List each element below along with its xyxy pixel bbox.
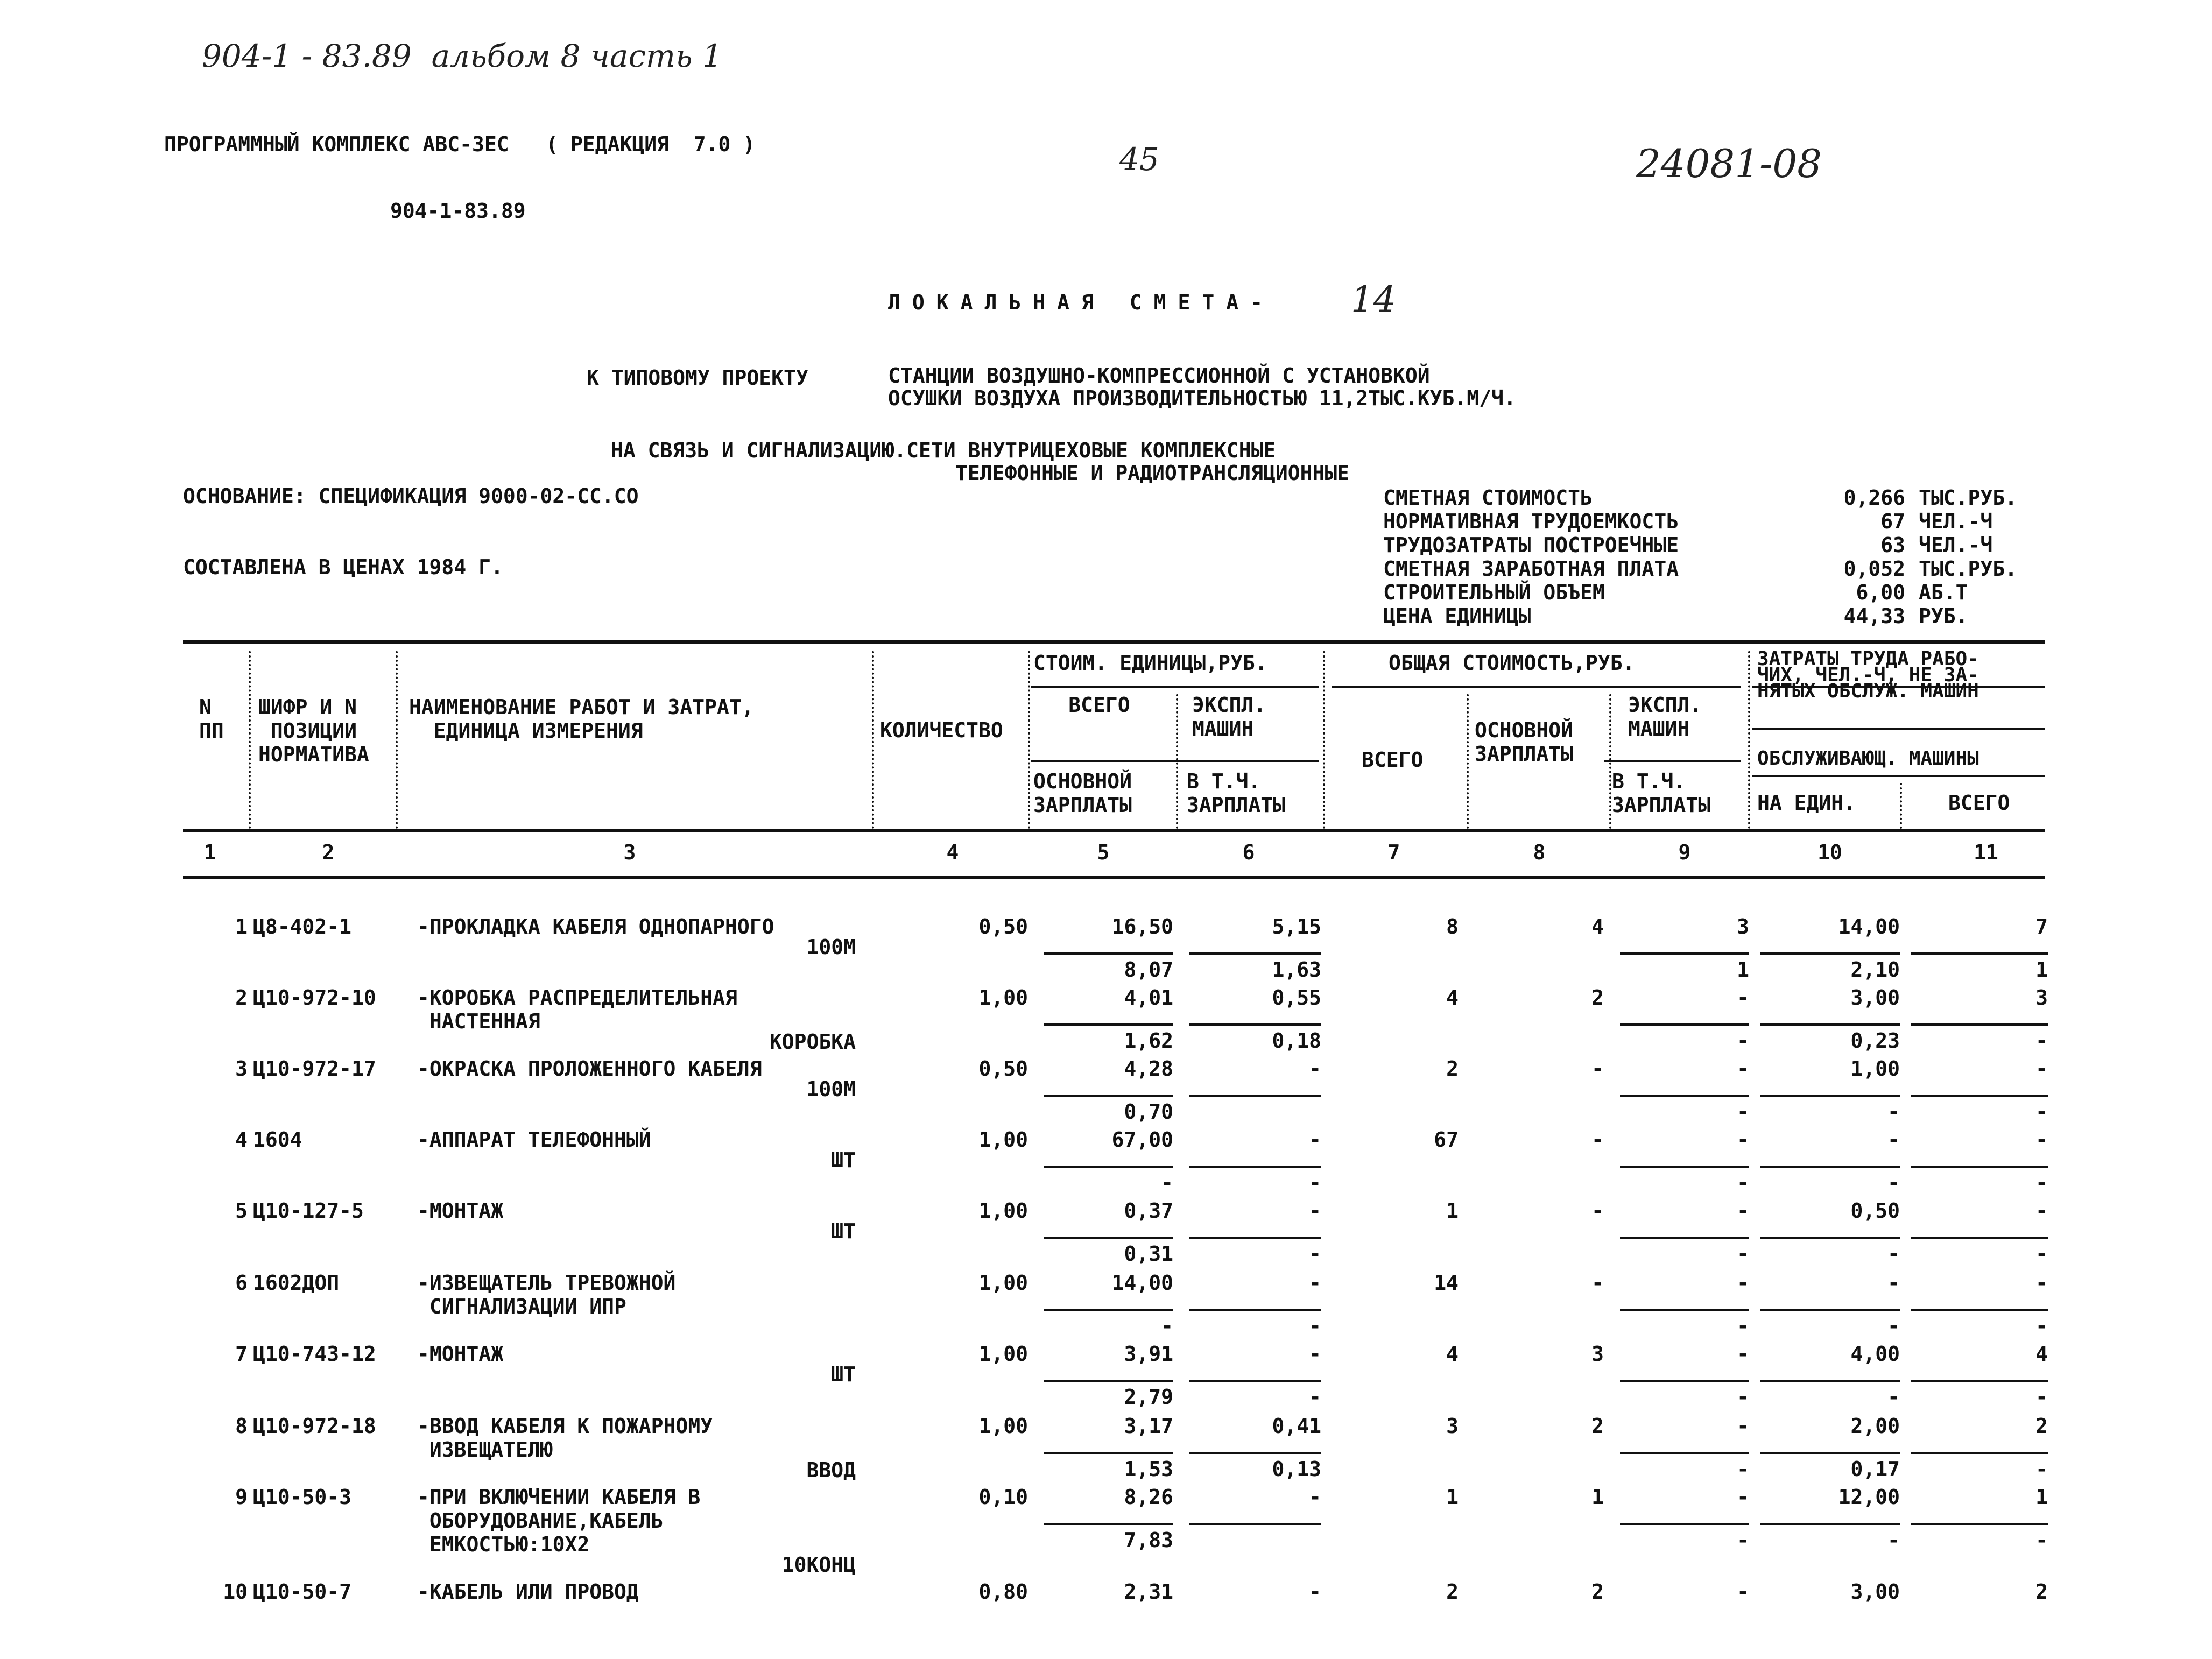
- col-sep: [1609, 694, 1611, 829]
- row-c11b: -: [2035, 1457, 2048, 1481]
- handwritten-estimate-number: 14: [1351, 279, 1396, 320]
- row-c7: 2: [1446, 1580, 1459, 1604]
- cell-underline: [1760, 1237, 1900, 1239]
- summary-unit: ЧЕЛ.-Ч: [1919, 510, 1993, 533]
- cell-underline: [1760, 1523, 1900, 1525]
- row-c11: 2: [2035, 1580, 2048, 1604]
- row-c10: 1,00: [1850, 1057, 1900, 1081]
- header-rule-unit-sub: [1031, 760, 1319, 762]
- cell-underline: [1620, 1095, 1749, 1097]
- row-c5: 8,26: [1124, 1485, 1173, 1509]
- cell-underline: [1044, 1380, 1173, 1382]
- row-c7: 2: [1446, 1057, 1459, 1081]
- row-c5: 3,91: [1124, 1342, 1173, 1366]
- row-c11: -: [2035, 1057, 2048, 1081]
- row-c10: 2,00: [1850, 1414, 1900, 1438]
- col-header-total-all: ВСЕГО: [1362, 748, 1424, 772]
- row-c5b: 8,07: [1124, 958, 1173, 982]
- row-c11: -: [2035, 1271, 2048, 1295]
- row-c5: 67,00: [1111, 1128, 1173, 1152]
- handwritten-inventory-number: 24081-08: [1636, 141, 1822, 186]
- summary-value: 44,33: [1843, 604, 1905, 628]
- row-code: Ц10-972-10: [253, 986, 376, 1009]
- col-sep: [872, 651, 874, 829]
- row-c11: -: [2035, 1199, 2048, 1223]
- cell-underline: [1760, 1095, 1900, 1097]
- row-c9b: -: [1737, 1385, 1749, 1409]
- row-c9b: 1: [1737, 958, 1749, 982]
- cell-underline: [1620, 1380, 1749, 1382]
- col-header-total-cost: ОБЩАЯ СТОИМОСТЬ,РУБ.: [1389, 651, 1635, 675]
- row-c5: 0,37: [1124, 1199, 1173, 1223]
- col-header-total-machines: ЭКСПЛ. МАШИН: [1628, 693, 1702, 740]
- cell-underline: [1189, 1023, 1321, 1026]
- col-header-total-incl: В Т.Ч. ЗАРПЛАТЫ: [1612, 770, 1711, 817]
- cell-underline: [1189, 1166, 1321, 1168]
- numbering-bottom-rule: [183, 876, 2045, 879]
- handwritten-page-number: 45: [1119, 141, 1159, 178]
- row-c6b: 0,13: [1272, 1457, 1321, 1481]
- row-c7: 67: [1434, 1128, 1459, 1152]
- row-number: 1: [235, 915, 248, 938]
- row-c7: 4: [1446, 1342, 1459, 1366]
- cell-underline: [1620, 1237, 1749, 1239]
- row-code: Ц10-972-18: [253, 1414, 376, 1438]
- summary-value: 63: [1880, 533, 1905, 557]
- col-header-unit-all: ВСЕГО: [1068, 693, 1130, 717]
- row-c11b: -: [2035, 1029, 2048, 1053]
- cell-underline: [1620, 1023, 1749, 1026]
- row-qty: 0,10: [978, 1485, 1028, 1509]
- summary-label: СМЕТНАЯ СТОИМОСТЬ: [1383, 486, 1593, 510]
- cell-underline: [1620, 1166, 1749, 1168]
- header-bottom-rule: [183, 829, 2045, 832]
- row-qty: 1,00: [978, 986, 1028, 1009]
- row-qty: 1,00: [978, 1199, 1028, 1223]
- row-c11: 7: [2035, 915, 2048, 938]
- row-c8: -: [1591, 1199, 1604, 1223]
- row-c10: 12,00: [1838, 1485, 1900, 1509]
- row-c6: -: [1309, 1342, 1321, 1366]
- row-c6: 0,41: [1272, 1414, 1321, 1438]
- cell-underline: [1620, 952, 1749, 955]
- row-c6: -: [1309, 1199, 1321, 1223]
- summary-value: 0,266: [1843, 486, 1905, 510]
- col-number: 10: [1817, 841, 1842, 864]
- row-number: 5: [235, 1199, 248, 1223]
- row-c8: 3: [1591, 1342, 1604, 1366]
- row-name: -МОНТАЖ: [417, 1342, 504, 1366]
- row-c11b: 1: [2035, 958, 2048, 982]
- row-c5b: 1,53: [1124, 1457, 1173, 1481]
- row-c9: -: [1737, 1414, 1749, 1438]
- header-rule-total-cost: [1332, 686, 1741, 688]
- cell-underline: [1911, 1166, 2048, 1168]
- cell-underline: [1760, 1166, 1900, 1168]
- col-number: 7: [1387, 841, 1400, 864]
- cell-underline: [1189, 952, 1321, 955]
- row-qty: 1,00: [978, 1271, 1028, 1295]
- col-sep: [1748, 651, 1750, 829]
- row-c6: -: [1309, 1485, 1321, 1509]
- summary-value: 6,00: [1856, 581, 1905, 604]
- row-c9: 3: [1737, 915, 1749, 938]
- cell-underline: [1911, 1095, 2048, 1097]
- row-name: -ИЗВЕЩАТЕЛЬ ТРЕВОЖНОЙ СИГНАЛИЗАЦИИ ИПР: [417, 1271, 676, 1318]
- row-name: -ВВОД КАБЕЛЯ К ПОЖАРНОМУ ИЗВЕЩАТЕЛЮ: [417, 1414, 713, 1462]
- row-c5b: 0,70: [1124, 1100, 1173, 1124]
- row-number: 10: [223, 1580, 248, 1604]
- col-header-base-pay: ОСНОВНОЙ ЗАРПЛАТЫ: [1033, 770, 1132, 817]
- row-c6b: 1,63: [1272, 958, 1321, 982]
- col-header-serving: ОБСЛУЖИВАЮЩ. МАШИНЫ: [1757, 747, 1979, 770]
- col-number: 6: [1242, 841, 1255, 864]
- row-unit: КОРОБКА: [769, 1030, 856, 1054]
- row-c11: 4: [2035, 1342, 2048, 1366]
- row-c11b: -: [2035, 1385, 2048, 1409]
- row-unit: 100М: [806, 1077, 856, 1101]
- row-c5: 3,17: [1124, 1414, 1173, 1438]
- row-c7: 4: [1446, 986, 1459, 1009]
- row-number: 2: [235, 986, 248, 1009]
- summary-unit: ЧЕЛ.-Ч: [1919, 533, 1993, 557]
- col-header-quantity: КОЛИЧЕСТВО: [880, 718, 1003, 742]
- cell-underline: [1760, 952, 1900, 955]
- row-number: 8: [235, 1414, 248, 1438]
- cell-underline: [1044, 1452, 1173, 1454]
- row-c5b: -: [1161, 1314, 1173, 1338]
- cell-underline: [1189, 1452, 1321, 1454]
- row-c10: 3,00: [1850, 986, 1900, 1009]
- row-c10: 4,00: [1850, 1342, 1900, 1366]
- cell-underline: [1044, 1237, 1173, 1239]
- col-number: 4: [946, 841, 959, 864]
- row-c11b: -: [2035, 1171, 2048, 1195]
- row-c11: 3: [2035, 986, 2048, 1009]
- row-c10: 0,50: [1850, 1199, 1900, 1223]
- row-c9: -: [1737, 986, 1749, 1009]
- cell-underline: [1911, 1023, 2048, 1026]
- col-header-unit-cost: СТОИМ. ЕДИНИЦЫ,РУБ.: [1033, 651, 1267, 675]
- header-rule-unit-cost: [1031, 686, 1319, 688]
- header-rule-labor-sub2: [1752, 775, 2045, 777]
- row-qty: 0,80: [978, 1580, 1028, 1604]
- cell-underline: [1911, 1452, 2048, 1454]
- row-c5b: 2,79: [1124, 1385, 1173, 1409]
- row-code: Ц10-127-5: [253, 1199, 364, 1223]
- cell-underline: [1911, 1523, 2048, 1525]
- cell-underline: [1044, 1023, 1173, 1026]
- row-c11b: -: [2035, 1314, 2048, 1338]
- cell-underline: [1760, 1452, 1900, 1454]
- row-c9b: -: [1737, 1314, 1749, 1338]
- row-c8: 2: [1591, 1580, 1604, 1604]
- row-name: -ОКРАСКА ПРОЛОЖЕННОГО КАБЕЛЯ: [417, 1057, 762, 1081]
- row-c8: 2: [1591, 1414, 1604, 1438]
- document-title: ЛОКАЛЬНАЯ СМЕТА-: [888, 291, 1275, 314]
- row-c9: -: [1737, 1128, 1749, 1152]
- row-c5b: 1,62: [1124, 1029, 1173, 1053]
- row-c10b: -: [1887, 1314, 1900, 1338]
- program-name: ПРОГРАММНЫЙ КОМПЛЕКС АВС-ЗЕС ( РЕДАКЦИЯ 7.0 ): [164, 132, 756, 156]
- summary-label: ТРУДОЗАТРАТЫ ПОСТРОЕЧНЫЕ: [1383, 533, 1679, 557]
- summary-label: ЦЕНА ЕДИНИЦЫ: [1383, 604, 1531, 628]
- row-qty: 1,00: [978, 1128, 1028, 1152]
- row-c7: 1: [1446, 1485, 1459, 1509]
- handwritten-album-ref: 904-1 - 83.89 альбом 8 часть 1: [202, 38, 722, 74]
- row-c6b: -: [1309, 1314, 1321, 1338]
- subject-line-2: ТЕЛЕФОННЫЕ И РАДИОТРАНСЛЯЦИОННЫЕ: [955, 461, 1350, 485]
- cell-underline: [1044, 952, 1173, 955]
- row-unit: 10КОНЦ: [781, 1553, 856, 1577]
- col-number: 8: [1533, 841, 1546, 864]
- row-qty: 0,50: [978, 1057, 1028, 1081]
- row-code: Ц10-50-7: [253, 1580, 352, 1604]
- col-number: 2: [322, 841, 335, 864]
- col-sep: [1323, 651, 1325, 829]
- row-number: 3: [235, 1057, 248, 1081]
- row-c6: -: [1309, 1580, 1321, 1604]
- row-c7: 3: [1446, 1414, 1459, 1438]
- row-c10: -: [1887, 1271, 1900, 1295]
- row-c11: 2: [2035, 1414, 2048, 1438]
- price-base: СОСТАВЛЕНА В ЦЕНАХ 1984 Г.: [183, 555, 503, 579]
- row-name: -АППАРАТ ТЕЛЕФОННЫЙ: [417, 1128, 651, 1152]
- project-name-line-1: СТАНЦИИ ВОЗДУШНО-КОМПРЕССИОННОЙ С УСТАНОВКОЙ: [888, 364, 1430, 387]
- row-number: 4: [235, 1128, 248, 1152]
- row-c11b: -: [2035, 1528, 2048, 1552]
- row-code: Ц8-402-1: [253, 915, 352, 938]
- cell-underline: [1911, 952, 2048, 955]
- row-c5b: -: [1161, 1171, 1173, 1195]
- row-c6b: -: [1309, 1385, 1321, 1409]
- row-c9b: -: [1737, 1242, 1749, 1266]
- project-name-line-2: ОСУШКИ ВОЗДУХА ПРОИЗВОДИТЕЛЬНОСТЬЮ 11,2ТЫС.КУБ.М/Ч.: [888, 386, 1516, 410]
- row-c5: 16,50: [1111, 915, 1173, 938]
- row-c5b: 0,31: [1124, 1242, 1173, 1266]
- cell-underline: [1189, 1309, 1321, 1311]
- cell-underline: [1620, 1452, 1749, 1454]
- row-qty: 0,50: [978, 915, 1028, 938]
- cell-underline: [1911, 1380, 2048, 1382]
- cell-underline: [1189, 1237, 1321, 1239]
- summary-value: 0,052: [1843, 557, 1905, 581]
- row-c10b: 0,23: [1850, 1029, 1900, 1053]
- summary-unit: РУБ.: [1919, 604, 1968, 628]
- row-code: Ц10-743-12: [253, 1342, 376, 1366]
- cell-underline: [1760, 1309, 1900, 1311]
- col-header-total-base: ОСНОВНОЙ ЗАРПЛАТЫ: [1475, 718, 1574, 766]
- row-c6: 5,15: [1272, 915, 1321, 938]
- row-qty: 1,00: [978, 1414, 1028, 1438]
- col-header-number: N ПП: [199, 695, 224, 743]
- summary-label: НОРМАТИВНАЯ ТРУДОЕМКОСТЬ: [1383, 510, 1679, 533]
- row-code: Ц10-972-17: [253, 1057, 376, 1081]
- col-number: 11: [1974, 841, 1998, 864]
- row-c5: 4,01: [1124, 986, 1173, 1009]
- col-header-per-unit: НА ЕДИН.: [1757, 791, 1856, 815]
- row-c9: -: [1737, 1485, 1749, 1509]
- col-number: 9: [1678, 841, 1691, 864]
- row-c9: -: [1737, 1342, 1749, 1366]
- row-c5b: 7,83: [1124, 1528, 1173, 1552]
- row-code: 1604: [253, 1128, 302, 1152]
- row-c11: -: [2035, 1128, 2048, 1152]
- row-c7: 14: [1434, 1271, 1459, 1295]
- row-c6: -: [1309, 1057, 1321, 1081]
- cell-underline: [1911, 1237, 2048, 1239]
- project-code: 904-1-83.89: [390, 199, 526, 223]
- col-sep: [396, 651, 398, 829]
- row-unit: ШТ: [831, 1148, 856, 1172]
- row-c9: -: [1737, 1580, 1749, 1604]
- row-c11: 1: [2035, 1485, 2048, 1509]
- cell-underline: [1044, 1523, 1173, 1525]
- row-c10b: -: [1887, 1171, 1900, 1195]
- row-c6b: 0,18: [1272, 1029, 1321, 1053]
- summary-unit: ТЫС.РУБ.: [1919, 486, 2018, 510]
- row-c10b: -: [1887, 1242, 1900, 1266]
- row-c6: -: [1309, 1271, 1321, 1295]
- row-c8: 4: [1591, 915, 1604, 938]
- row-c8: -: [1591, 1271, 1604, 1295]
- row-c7: 8: [1446, 915, 1459, 938]
- col-sep: [1467, 694, 1469, 829]
- col-number: 3: [623, 841, 636, 864]
- row-name: -КОРОБКА РАСПРЕДЕЛИТЕЛЬНАЯ НАСТЕННАЯ: [417, 986, 737, 1033]
- cell-underline: [1620, 1523, 1749, 1525]
- row-number: 6: [235, 1271, 248, 1295]
- summary-label: СТРОИТЕЛЬНЫЙ ОБЪЕМ: [1383, 581, 1605, 604]
- row-name: -ПРОКЛАДКА КАБЕЛЯ ОДНОПАРНОГО: [417, 915, 774, 938]
- row-c9: -: [1737, 1057, 1749, 1081]
- row-c10: 14,00: [1838, 915, 1900, 938]
- col-sep: [249, 651, 251, 829]
- cell-underline: [1189, 1095, 1321, 1097]
- row-c5: 14,00: [1111, 1271, 1173, 1295]
- subject-line-1: НА СВЯЗЬ И СИГНАЛИЗАЦИЮ.СЕТИ ВНУТРИЦЕХОВЫЕ КОМПЛЕКСНЫЕ: [611, 439, 1276, 462]
- row-unit: ШТ: [831, 1219, 856, 1243]
- col-header-incl-pay: В Т.Ч. ЗАРПЛАТЫ: [1187, 770, 1286, 817]
- row-c8: -: [1591, 1057, 1604, 1081]
- row-code: Ц10-50-3: [253, 1485, 352, 1509]
- col-sep: [1028, 651, 1030, 829]
- header-rule-labor-sub: [1752, 728, 2045, 730]
- row-c10b: -: [1887, 1528, 1900, 1552]
- row-number: 9: [235, 1485, 248, 1509]
- col-number: 5: [1097, 841, 1110, 864]
- row-name: -МОНТАЖ: [417, 1199, 504, 1223]
- col-header-name: НАИМЕНОВАНИЕ РАБОТ И ЗАТРАТ, ЕДИНИЦА ИЗМЕРЕНИЯ: [409, 695, 754, 743]
- cell-underline: [1620, 1309, 1749, 1311]
- row-number: 7: [235, 1342, 248, 1366]
- row-name: -КАБЕЛЬ ИЛИ ПРОВОД: [417, 1580, 639, 1604]
- row-c11b: -: [2035, 1100, 2048, 1124]
- row-c6: 0,55: [1272, 986, 1321, 1009]
- col-sep: [1900, 783, 1902, 829]
- cell-underline: [1044, 1309, 1173, 1311]
- row-c8: 2: [1591, 986, 1604, 1009]
- col-sep: [1176, 694, 1178, 829]
- col-number: 1: [203, 841, 216, 864]
- row-c9b: -: [1737, 1029, 1749, 1053]
- row-c10: 3,00: [1850, 1580, 1900, 1604]
- col-header-labor: ЗАТРАТЫ ТРУДА РАБО- ЧИХ, ЧЕЛ.-Ч, НЕ ЗА- НЯТЫХ ОБСЛУЖ. МАШИН: [1757, 648, 1979, 702]
- row-c10b: 0,17: [1850, 1457, 1900, 1481]
- row-c10b: -: [1887, 1385, 1900, 1409]
- col-header-labor-total: ВСЕГО: [1948, 791, 2010, 815]
- cell-underline: [1044, 1166, 1173, 1168]
- row-c7: 1: [1446, 1199, 1459, 1223]
- summary-unit: ТЫС.РУБ.: [1919, 557, 2018, 581]
- basis: ОСНОВАНИЕ: СПЕЦИФИКАЦИЯ 9000-02-СС.СО: [183, 484, 639, 508]
- cell-underline: [1189, 1380, 1321, 1382]
- row-c10b: -: [1887, 1100, 1900, 1124]
- row-c6b: -: [1309, 1171, 1321, 1195]
- row-name: -ПРИ ВКЛЮЧЕНИИ КАБЕЛЯ В ОБОРУДОВАНИЕ,КАБЕЛЬ ЕМКОСТЬЮ:10Х2: [417, 1485, 701, 1556]
- row-c5: 2,31: [1124, 1580, 1173, 1604]
- row-c9: -: [1737, 1271, 1749, 1295]
- row-c9b: -: [1737, 1100, 1749, 1124]
- row-c9b: -: [1737, 1457, 1749, 1481]
- row-c6: -: [1309, 1128, 1321, 1152]
- row-unit: ШТ: [831, 1363, 856, 1386]
- row-c5: 4,28: [1124, 1057, 1173, 1081]
- col-header-unit-machines: ЭКСПЛ. МАШИН: [1192, 693, 1266, 740]
- row-c9: -: [1737, 1199, 1749, 1223]
- row-c10: -: [1887, 1128, 1900, 1152]
- cell-underline: [1911, 1309, 2048, 1311]
- row-unit: ВВОД: [806, 1458, 856, 1482]
- cell-underline: [1044, 1095, 1173, 1097]
- row-code: 1602ДОП: [253, 1271, 340, 1295]
- header-rule-machines-sub: [1604, 760, 1741, 762]
- row-c8: -: [1591, 1128, 1604, 1152]
- table-top-rule: [183, 640, 2045, 644]
- col-header-code: ШИФР И N ПОЗИЦИИ НОРМАТИВА: [258, 695, 369, 766]
- summary-label: СМЕТНАЯ ЗАРАБОТНАЯ ПЛАТА: [1383, 557, 1679, 581]
- summary-value: 67: [1880, 510, 1905, 533]
- project-label: К ТИПОВОМУ ПРОЕКТУ: [587, 366, 808, 390]
- summary-unit: АБ.Т: [1919, 581, 1968, 604]
- row-c11b: -: [2035, 1242, 2048, 1266]
- row-qty: 1,00: [978, 1342, 1028, 1366]
- row-c9b: -: [1737, 1171, 1749, 1195]
- row-unit: 100М: [806, 935, 856, 959]
- row-c8: 1: [1591, 1485, 1604, 1509]
- cell-underline: [1760, 1380, 1900, 1382]
- row-c9b: -: [1737, 1528, 1749, 1552]
- row-c10b: 2,10: [1850, 958, 1900, 982]
- cell-underline: [1760, 1023, 1900, 1026]
- row-c6b: -: [1309, 1242, 1321, 1266]
- cell-underline: [1189, 1523, 1321, 1525]
